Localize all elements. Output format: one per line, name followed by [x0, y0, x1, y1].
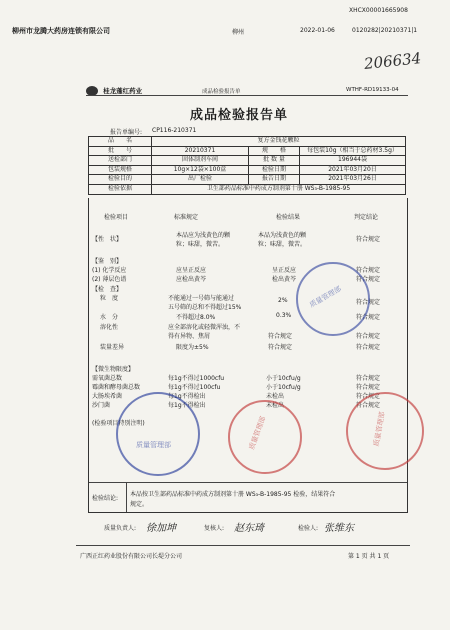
- stamp-text: 质量管理部: [247, 415, 268, 451]
- test-item: 需氧菌总数: [92, 375, 123, 382]
- top-code: XHCX00001665908: [349, 7, 408, 14]
- test-item: 沙门菌: [92, 402, 111, 409]
- test-judge: 符合规定: [356, 375, 381, 382]
- col-header-judge: 判定结论: [354, 214, 379, 221]
- info-value: 10g×12袋×100盒: [152, 165, 249, 175]
- section-check: 【检 查】: [92, 286, 123, 293]
- info-label: 送检部门: [89, 156, 152, 166]
- test-judge: 符合规定: [356, 344, 381, 351]
- test-standard: 五号筛的总和不得超过15%: [168, 304, 242, 311]
- col-header-item: 检验项目: [104, 214, 129, 221]
- stamp-text: 质量管理部: [308, 284, 343, 310]
- test-result: 符合规定: [268, 344, 293, 351]
- trait-standard: 本品应为浅黄色的颗: [176, 232, 231, 239]
- header-divider: [86, 95, 408, 96]
- test-result: 小于10cfu/g: [266, 375, 301, 382]
- qa-signature: 徐加坤: [146, 523, 176, 534]
- report-no-label: 报告单编号:: [110, 129, 143, 136]
- test-standard: 限度为±5%: [176, 344, 209, 351]
- quality-stamp: [346, 392, 424, 470]
- page-title: 成品检验报告单: [190, 108, 289, 123]
- info-value: 固体制剂车间: [152, 156, 249, 166]
- test-result: 未检出: [266, 402, 285, 409]
- info-label: 检验目的: [89, 175, 152, 185]
- test-result: 呈正反应: [272, 267, 297, 274]
- test-standard: 应呈正反应: [176, 267, 207, 274]
- info-label: 品 名: [89, 137, 152, 147]
- test-result: 小于10cfu/g: [266, 384, 301, 391]
- conclusion-text: 本品按卫生部药品标准中药成方制剂第十册 WS₃-B-1985-95 检验，结果符合: [130, 491, 336, 498]
- info-row: [89, 137, 406, 147]
- info-row: [89, 175, 406, 185]
- conclusion-label: 检验结论:: [92, 495, 119, 502]
- info-label: 检验日期: [249, 165, 300, 175]
- test-item: 水 分: [100, 314, 119, 321]
- section-micro: 【微生物限度】: [92, 366, 135, 373]
- info-value: 每包装10g（相当于总药材3.5g）: [300, 146, 406, 156]
- section-special: (检验项目特别注明): [92, 420, 145, 427]
- info-value: 20210371: [152, 146, 249, 156]
- form-title-small: 成品检验报告单: [202, 89, 241, 95]
- info-label: 报告日期: [249, 175, 300, 185]
- doc-ref: 0120282|20210371|1: [352, 27, 418, 34]
- company-name: 柳州市龙腾大药房连锁有限公司: [12, 27, 110, 35]
- test-judge: 符合规定: [356, 384, 381, 391]
- quality-stamp: [228, 400, 302, 474]
- test-judge: 符合规定: [356, 393, 381, 400]
- test-judge: 符合规定: [356, 276, 381, 283]
- test-standard: 每1g不得检出: [168, 393, 206, 400]
- test-standard: 每1g不得检出: [168, 402, 206, 409]
- city: 柳州: [232, 29, 245, 36]
- review-signature: 赵东琦: [234, 523, 264, 534]
- test-judge: 符合规定: [356, 267, 381, 274]
- test-judge: 符合规定: [356, 314, 381, 321]
- stamp-text: 质量管理部: [372, 411, 387, 447]
- inspector-signature: 张维东: [324, 523, 354, 534]
- test-result: 未检出: [266, 393, 285, 400]
- info-row: [89, 165, 406, 175]
- test-item: (2) 薄层色谱: [92, 276, 127, 283]
- test-standard: 得有异物、焦屑: [168, 333, 211, 340]
- info-label: 规 格: [249, 146, 300, 156]
- test-item: 粒 度: [100, 295, 119, 302]
- test-item: 霉菌和酵母菌总数: [92, 384, 141, 391]
- info-label: 包装规格: [89, 165, 152, 175]
- test-standard: 应检出黄芩: [176, 276, 207, 283]
- test-item: 大肠埃希菌: [92, 393, 123, 400]
- qa-label: 质量负责人:: [104, 525, 137, 532]
- test-item: 装量差异: [100, 344, 125, 351]
- test-judge: 符合规定: [356, 299, 381, 306]
- info-value: 2021年03月20日: [300, 165, 406, 175]
- stamp-text: 质量管理部: [136, 441, 171, 449]
- footer-company: 广西正红药业股份有限公司长堤分公司: [80, 553, 183, 560]
- quality-stamp: [116, 392, 200, 476]
- print-date: 2022-01-06: [300, 27, 335, 34]
- report-no: CP116-210371: [152, 127, 197, 134]
- info-label: 批 数 量: [249, 156, 300, 166]
- form-code: WTHF-RD19133-04: [346, 87, 399, 93]
- test-result: 0.3%: [276, 312, 292, 319]
- test-standard: 每1g不得过1000cfu: [168, 375, 225, 382]
- info-row: [89, 146, 406, 156]
- trait-result: 本品为浅黄色的颗: [258, 232, 307, 239]
- logo-text: 桂龙蓬红药业: [103, 87, 143, 95]
- test-judge: 符合规定: [356, 402, 381, 409]
- info-table: [88, 136, 406, 195]
- trait-standard: 粒；味甜，微苦。: [176, 241, 225, 248]
- section-identify: 【鉴 别】: [92, 258, 123, 265]
- info-row: [89, 156, 406, 166]
- conclusion-text: 规定。: [130, 501, 149, 508]
- info-label: 批 号: [89, 146, 152, 156]
- info-label: 检验依据: [89, 184, 152, 194]
- inspector-label: 检验人:: [298, 525, 319, 532]
- trait-result: 粒；味甜，微苦。: [258, 241, 307, 248]
- footer-divider: [76, 545, 410, 546]
- test-standard: 不得超过8.0%: [176, 314, 216, 321]
- test-standard: 每1g不得过100cfu: [168, 384, 221, 391]
- quality-stamp: [296, 262, 370, 336]
- test-result: 检出黄芩: [272, 276, 297, 283]
- info-value: 复方金钱花颗粒: [152, 137, 406, 147]
- logo-icon: [86, 86, 98, 96]
- handwritten-number: 206634: [363, 49, 423, 73]
- test-standard: 应全部溶化或轻微浑浊，不: [168, 324, 241, 331]
- company-logo: [86, 80, 142, 99]
- info-value: 196944袋: [300, 156, 406, 166]
- test-result: 2%: [278, 297, 288, 304]
- section-traits: 【性 状】: [92, 236, 123, 243]
- info-value: 2021年03月26日: [300, 175, 406, 185]
- test-item: (1) 化学反应: [92, 267, 127, 274]
- col-header-standard: 标准规定: [174, 214, 199, 221]
- test-item: 溶化性: [100, 324, 119, 331]
- footer-page: 第 1 页 共 1 页: [348, 553, 390, 560]
- test-result: 符合规定: [268, 333, 293, 340]
- info-value: 卫生部药品标准中药成方制剂第十册 WS₃-B-1985-95: [152, 184, 406, 194]
- review-label: 复核人:: [204, 525, 225, 532]
- info-value: 出厂检验: [152, 175, 249, 185]
- trait-judge: 符合规定: [356, 236, 381, 243]
- test-standard: 不能通过一号筛与能通过: [168, 295, 235, 302]
- info-row: [89, 184, 406, 194]
- col-header-result: 检验结果: [276, 214, 301, 221]
- test-judge: 符合规定: [356, 333, 381, 340]
